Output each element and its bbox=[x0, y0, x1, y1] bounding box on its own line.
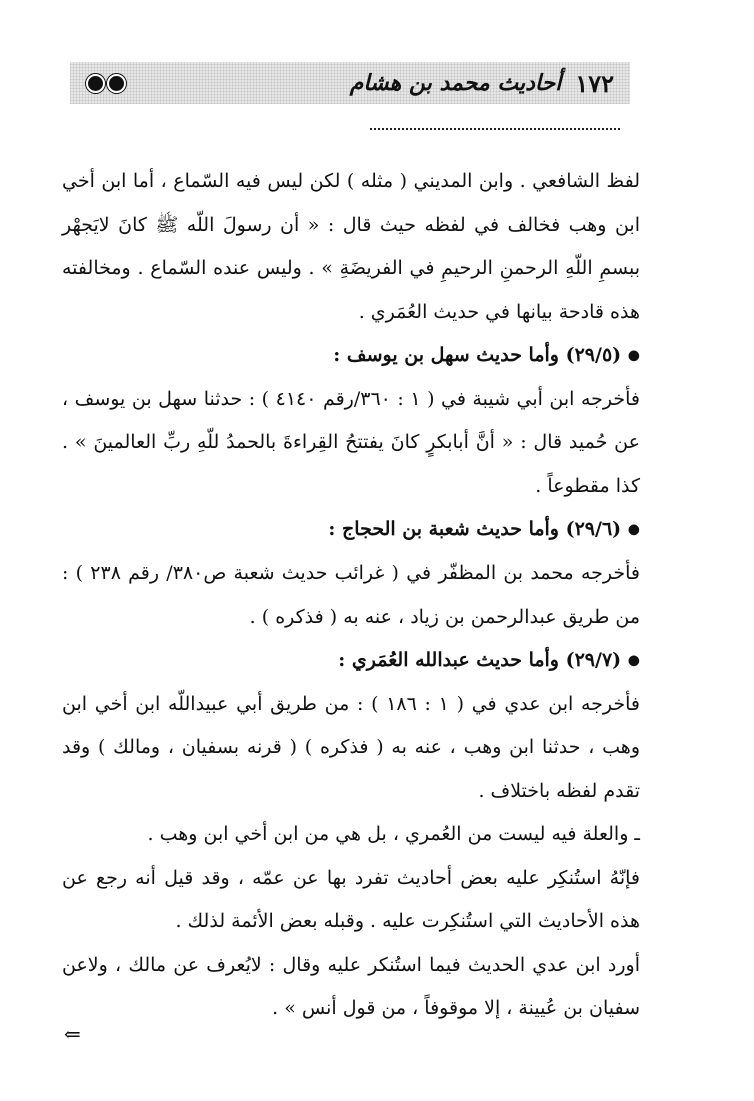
page-number: ١٧٢ bbox=[575, 68, 614, 98]
paragraph: أورد ابن عدي الحديث فيما استُنكر عليه وقال : لايُعرف عن مالك ، ولاعن سفيان بن عُيينة ، إلا موقوفاً ، من قول أنس » . bbox=[62, 953, 640, 1020]
paragraph: فإنّهُ استُنكِر عليه بعض أحاديث تفرد بها عن عمّه ، وقد قيل أنه رجع عن هذه الأحاديث التي استُنكِرت عليه . وقبله بعض الأئمة لذلك . bbox=[62, 866, 640, 933]
heading-text: (٢٩/٧) وأما حديث عبدالله العُمَري : bbox=[338, 649, 622, 671]
section-heading bbox=[62, 508, 640, 552]
paragraph: ـ والعلة فيه ليست من العُمري ، بل هي من ابن أخي ابن وهب . bbox=[147, 823, 640, 846]
bullet-icon: ● bbox=[627, 521, 640, 538]
ornament-dot-icon bbox=[86, 74, 105, 93]
page-body bbox=[62, 160, 640, 1031]
continue-arrow-icon: ⇐ bbox=[64, 1022, 81, 1046]
section-heading bbox=[62, 639, 640, 683]
heading-text: (٢٩/٦) وأما حديث شعبة بن الحجاج : bbox=[328, 518, 622, 541]
paragraph: لفظ الشافعي . وابن المديني ( مثله ) لكن ليس فيه السّماع ، أما ابن أخي ابن وهب فخالف في لفظه حيث قال : « أن رسولَ اللّه ﷺ كانَ لايَجهْر ببسمِ اللّهِ الرحمنِ الرحيمِ في الفريضَةِ » . وليس عنده السّماع . ومخالفته هذه قادحة بيانها في حديث العُمَري . bbox=[62, 170, 640, 323]
paragraph: فأخرجه ابن أبي شيبة في ( ١ : ٣٦٠/رقم ٤١٤٠ ) : حدثنا سهل بن يوسف ، عن حُميد قال : « أنَّ أبابكرٍ كانَ يفتتحُ القِراءةَ بالحمدُ للّهِ ربِّ العالمينَ » . كذا مقطوعاً . bbox=[62, 387, 641, 497]
page-header bbox=[70, 62, 630, 104]
bullet-icon: ● bbox=[627, 652, 640, 669]
bullet-icon: ● bbox=[627, 347, 640, 364]
ornament-dot-icon bbox=[107, 74, 126, 93]
paragraph: فأخرجه ابن عدي في ( ١ : ١٨٦ ) : من طريق أبي عبيداللّه ابن أخي ابن وهب ، حدثنا ابن وهب ، عنه به ( فذكره ) ( قرنه بسفيان ، ومالك ) وقد تقدم لفظه باختلاف . bbox=[62, 692, 641, 802]
running-title: أحاديث محمد بن هشام bbox=[349, 70, 562, 96]
ornament-icon bbox=[86, 74, 126, 93]
dotted-divider bbox=[370, 128, 620, 130]
paragraph: فأخرجه محمد بن المظفّر في ( غرائب حديث شعبة ص٣٨٠/ رقم ٢٣٨ ) : من طريق عبدالرحمن بن زياد ، عنه به ( فذكره ) . bbox=[62, 562, 640, 628]
heading-text: (٢٩/٥) وأما حديث سهل بن يوسف : bbox=[333, 344, 622, 366]
section-heading bbox=[62, 334, 640, 378]
